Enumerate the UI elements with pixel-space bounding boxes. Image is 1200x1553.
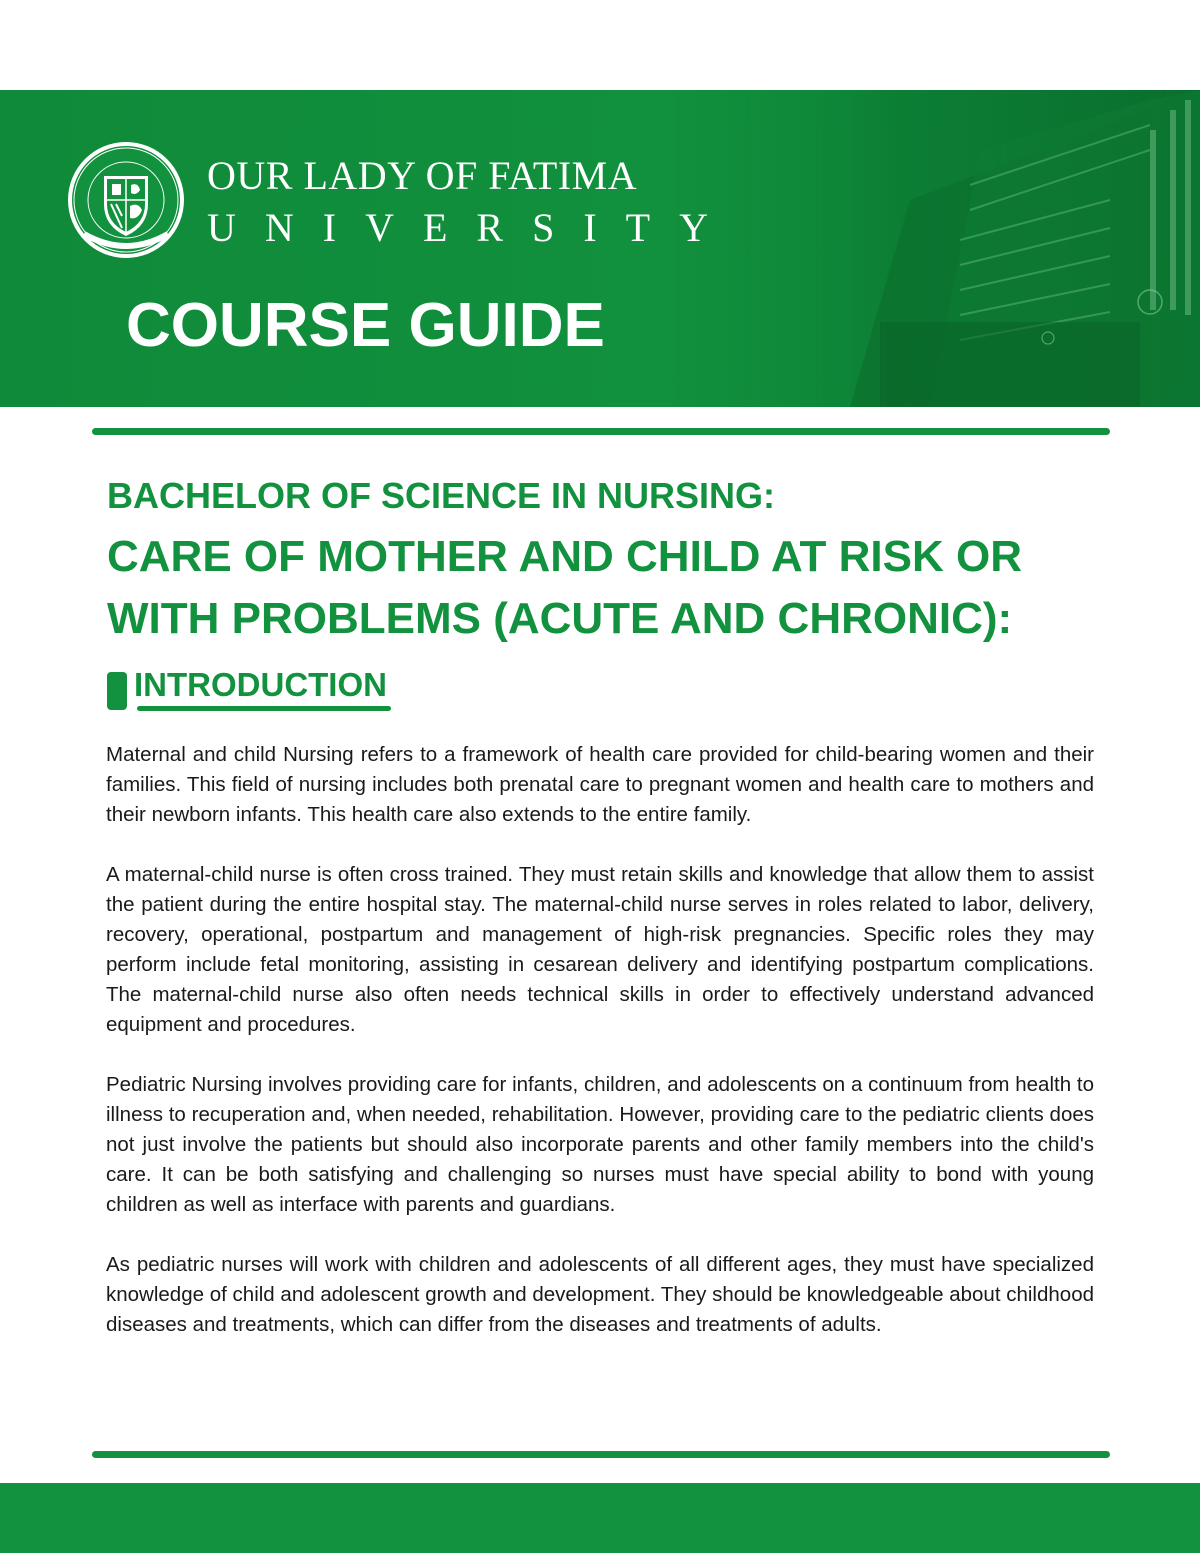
degree-title: BACHELOR OF SCIENCE IN NURSING: bbox=[107, 475, 776, 516]
university-name: OUR LADY OF FATIMA bbox=[207, 153, 638, 198]
course-title: CARE OF MOTHER AND CHILD AT RISK OR WITH PROBLEMS (ACUTE AND CHRONIC): bbox=[107, 532, 1022, 643]
section-marker bbox=[107, 672, 127, 710]
paragraph: Maternal and child Nursing refers to a framework of health care provided for child-bearing women and their families. This field of nursing includes both prenatal care to pregnant women and health care to mothers and their newborn infants. This health care also extends to the entire family. bbox=[106, 743, 1094, 826]
document-type-title: COURSE GUIDE bbox=[126, 291, 605, 360]
header-banner bbox=[0, 90, 1200, 407]
university-seal-icon bbox=[64, 138, 188, 262]
section-heading-underline bbox=[137, 706, 391, 711]
divider-bottom bbox=[92, 1451, 1110, 1458]
university-subtitle: UNIVERSITY bbox=[207, 205, 737, 250]
paragraph: Pediatric Nursing involves providing care for infants, children, and adolescents on a continuum from health to illness to recuperation and, when needed, rehabilitation. However, providing care to the pediatric clients does not just involve the patients but should also incorporate parents and other family members into the child's care. It can be both satisfying and challenging so nurses must have special ability to bond with young children as well as interface with parents and guardians. bbox=[106, 1073, 1094, 1216]
divider-top bbox=[92, 428, 1110, 435]
introduction-body bbox=[106, 740, 1094, 1370]
paragraph: As pediatric nurses will work with children and adolescents of all different ages, they must have specialized knowledge of child and adolescent growth and development. They should be knowledgeable about childhood diseases and treatments, which can differ from the diseases and treatments of adults. bbox=[106, 1253, 1094, 1336]
footer-band bbox=[0, 1483, 1200, 1553]
building-image bbox=[730, 90, 1200, 407]
paragraph: A maternal-child nurse is often cross trained. They must retain skills and knowledge that allow them to assist the patient during the entire hospital stay. The maternal-child nurse serves in roles related to labor, delivery, recovery, operational, postpartum and management of high-risk pregnancies. Specific roles they may perform include fetal monitoring, assisting in cesarean delivery and identifying postpartum complications. The maternal-child nurse also often needs technical skills in order to effectively understand advanced equipment and procedures. bbox=[106, 863, 1094, 1036]
section-heading: INTRODUCTION bbox=[134, 666, 387, 703]
